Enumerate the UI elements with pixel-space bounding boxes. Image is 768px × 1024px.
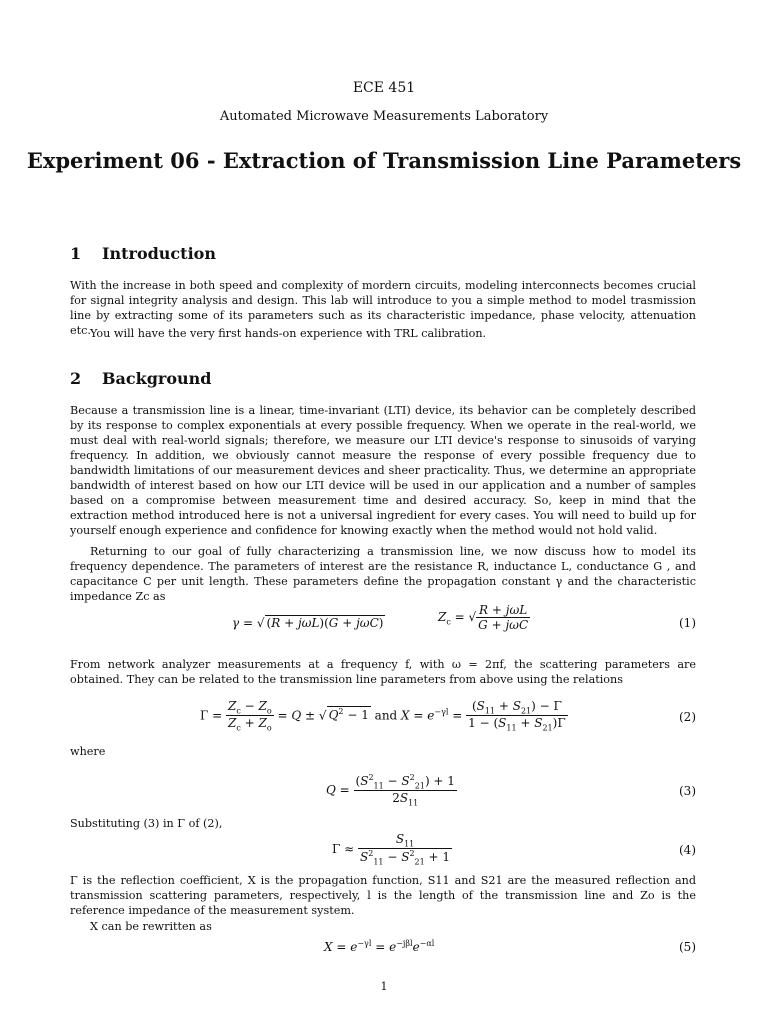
section-title: Background (102, 369, 212, 388)
equation-2 (70, 697, 696, 737)
propagation-formula: $X = e^{-\gamma l} = e^{-j\beta l}e^{-\alpha l}$ (324, 939, 435, 954)
section-heading-introduction (70, 244, 216, 263)
background-paragraph-2: Returning to our goal of fully characterizing a transmission line, we now discuss how to model its frequency dependence. The parameters of interest are the resistance R, inductance L, conductance G , and capacitance C per unit length. These parameters define the propagation constant γ and the characteristic impedance Zc as (70, 545, 696, 603)
background-paragraph-1: Because a transmission line is a linear, time-invariant (LTI) device, its behavior can be completely described by its response to complex exponentials at every possible frequency. When we operate in the real-world, we must deal with real-world signals; therefore, we measure our LTI device's response to sinusoids of varying frequency. In addition, we obviously cannot measure the response of every possible frequency due to bandwidth limitations of our measurement devices and sheer practicality. Thus, we determine an appropriate bandwidth of interest based on how our LTI device will be used in our application and a number of samples based on a compromise between measurement time and desired accuracy. So, keep in mind that the extraction method introduced here is not a universal ingredient for every cases. You will need to build up for yourself enough experience and confidence for knowing exactly when the method would not hold valid. (70, 404, 696, 537)
equation-number: (1) (679, 616, 696, 630)
q-formula: Q = $\frac{(S^2_{11} - S^2_{21}) + 1}{2S_{11}}$ (326, 773, 455, 808)
impedance-formula: $Z_c$ = √ $\frac{\text{R + jωL}}{\text{G + jωC}}$ (438, 603, 529, 632)
background-paragraph-5: X can be rewritten as (90, 920, 212, 933)
where-text: where (70, 745, 106, 758)
gamma-approx-formula: Γ ≈ $\frac{S_{11}}{S^2_{11} - S^2_{21} + 1}$ (332, 832, 451, 867)
section-number: 1 (70, 244, 82, 263)
equation-number: (5) (679, 940, 696, 954)
equation-number: (4) (679, 843, 696, 857)
gamma-formula: γ = √ (R + jωL)(G + jωC) (232, 616, 384, 630)
background-paragraph-3: From network analyzer measurements at a frequency f, with ω = 2πf, the scattering parameters are obtained. They can be related to the transmission line parameters from above using the relations (70, 658, 696, 686)
equation-number: (3) (679, 784, 696, 798)
section-heading-background (70, 369, 211, 388)
page-title: Experiment 06 - Extraction of Transmission Line Parameters (26, 148, 742, 173)
background-paragraph-4: Γ is the reflection coefficient, X is the propagation function, S11 and S21 are the measured reflection and transmission scattering parameters, respectively, l is the length of the transmission line and Zo is the reference impedance of the measurement system. (70, 874, 696, 917)
equation-3 (70, 771, 696, 811)
page-number: 1 (380, 980, 388, 993)
intro-paragraph-1: With the increase in both speed and complexity of mordern circuits, modeling interconnects becomes crucial for signal integrity analysis and design. This lab will introduce to you a simple method to model trasmission line by extracting some of its parameters such as its characteristic impedance, phase velocity, attenuation etc. (70, 279, 696, 337)
lab-name: Automated Microwave Measurements Laboratory (219, 109, 549, 124)
course-code: ECE 451 (352, 80, 416, 96)
substituting-text: Substituting (3) in Γ of (2), (70, 817, 223, 830)
section-number: 2 (70, 369, 82, 388)
equation-5 (70, 927, 696, 967)
equation-4 (70, 830, 696, 870)
equation-number: (2) (679, 710, 696, 724)
intro-paragraph-2: You will have the very first hands-on experience with TRL calibration. (90, 327, 487, 340)
section-title: Introduction (102, 244, 216, 263)
equation-1 (70, 603, 696, 643)
reflection-and-propagation-formula: Γ = $\frac{Z_c - Z_o}{Z_c + Z_o}$ = Q ± √ $Q^2 - 1$ and $X = e^{-\gamma l}$ = $\frac{(S_{11} + S_{21}) - \Gamma}{1 - (S_{11} + S_{21})\Gamma}$ (200, 699, 566, 733)
